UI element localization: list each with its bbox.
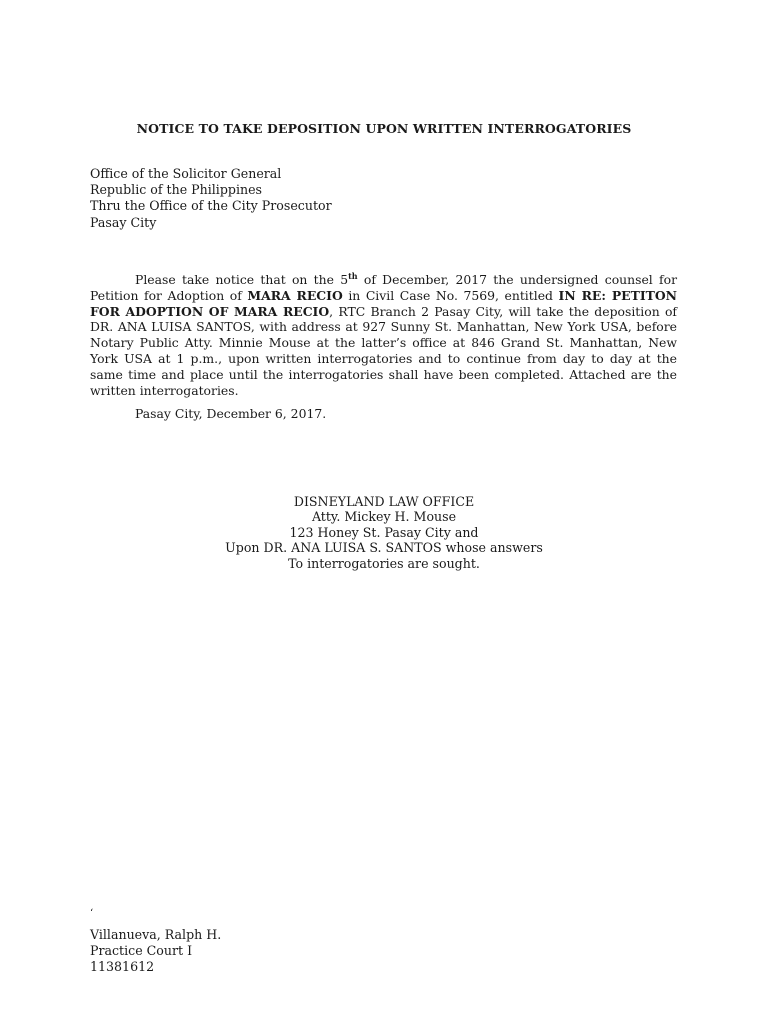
place-date-line: Pasay City, December 6, 2017. — [135, 406, 327, 421]
body-text-2: of December, 2017 the undersigned counsel for Petition for Adoption of — [90, 272, 677, 303]
signature-block — [0, 494, 768, 571]
interrogatories-line: To interrogatories are sought. — [288, 555, 480, 571]
student-number: 11381612 — [90, 959, 155, 974]
law-office-name: DISNEYLAND LAW OFFICE — [293, 494, 475, 509]
body-text-1: Please take notice that on the 5 — [135, 272, 349, 287]
document-title: NOTICE TO TAKE DEPOSITION UPON WRITTEN INTERROGATORIES — [136, 121, 632, 136]
stray-mark: ‘ — [90, 908, 94, 919]
attorney-name: Atty. Mickey H. Mouse — [311, 509, 457, 525]
addressee-line-4: Pasay City — [90, 214, 157, 230]
office-address: 123 Honey St. Pasay City and — [289, 524, 479, 540]
addressee-block — [90, 166, 332, 231]
addressee-line-1: Office of the Solicitor General — [90, 166, 282, 181]
author-name: Villanueva, Ralph H. — [90, 927, 222, 942]
addressee-line-2: Republic of the Philippines — [90, 182, 263, 198]
author-footer — [90, 927, 221, 975]
petitioner-name: MARA RECIO — [247, 287, 343, 303]
ordinal-suffix: th — [348, 270, 358, 281]
case-title: IN RE: PETITON FOR ADOPTION OF MARA RECIO — [90, 287, 677, 319]
course-name: Practice Court I — [90, 943, 193, 958]
notice-body-paragraph — [90, 272, 677, 398]
body-text-4: , RTC Branch 2 Pasay City, will take the deposition of DR. ANA LUISA SANTOS, with address at 927 Sunny St. Manhattan, New York USA, before Notary Public Atty. Minnie Mouse at the latter’s office at 846 Grand St. Manhattan, New York USA at 1 p.m., upon written interrogatories and to continue from day to day at the same time and place until the interrogatories shall have been completed. Attached are the written interrogatories. — [90, 303, 677, 398]
addressee-line-3: Thru the Office of the City Prosecutor — [90, 198, 332, 214]
body-text-3: in Civil Case No. 7569, entitled — [342, 287, 559, 303]
deponent-line: Upon DR. ANA LUISA S. SANTOS whose answers — [225, 540, 543, 556]
